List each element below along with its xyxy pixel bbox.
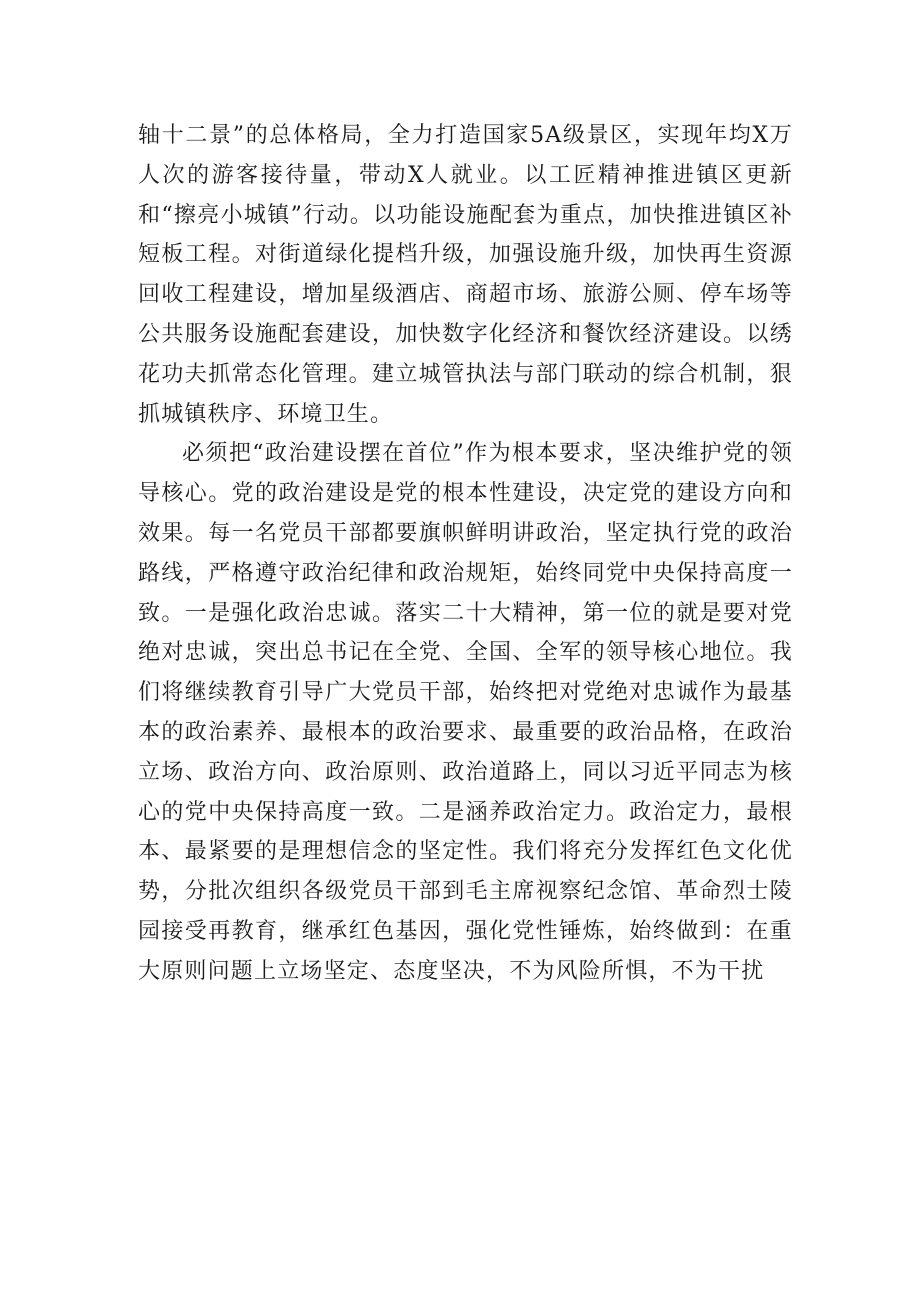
paragraph-continuation: 轴十二景”的总体格局，全力打造国家5A级景区，实现年均X万人次的游客接待量，带动X人就业。以工匠精神推进镇区更新和“擦亮小城镇”行动。以功能设施配套为重点，加快推进镇区补短板工程。对街道绿化提档升级，加强设施升级，加快再生资源回收工程建设，增加星级酒店、商超市场、旅游公厕、停车场等公共服务设施配套建设，加快数字化经济和餐饮经济建设。以绣花功夫抓常态化管理。建立城管执法与部门联动的综合机制，狠抓城镇秩序、环境卫生。 xyxy=(138,123,793,427)
document-body xyxy=(138,116,793,992)
paragraph-political-construction: 必须把“政治建设摆在首位”作为根本要求，坚决维护党的领导核心。党的政治建设是党的根本性建设，决定党的建设方向和效果。每一名党员干部都要旗帜鲜明讲政治，坚定执行党的政治路线，严格遵守政治纪律和政治规矩，始终同党中央保持高度一致。一是强化政治忠诚。落实二十大精神，第一位的就是要对党绝对忠诚，突出总书记在全党、全国、全军的领导核心地位。我们将继续教育引导广大党员干部，始终把对党绝对忠诚作为最基本的政治素养、最根本的政治要求、最重要的政治品格，在政治立场、政治方向、政治原则、政治道路上，同以习近平同志为核心的党中央保持高度一致。二是涵养政治定力。政治定力，最根本、最紧要的是理想信念的坚定性。我们将充分发挥红色文化优势，分批次组织各级党员干部到毛主席视察纪念馆、革命烈士陵园接受再教育，继承红色基因，强化党性锤炼，始终做到：在重大原则问题上立场坚定、态度坚决，不为风险所惧，不为干扰 xyxy=(138,441,793,984)
